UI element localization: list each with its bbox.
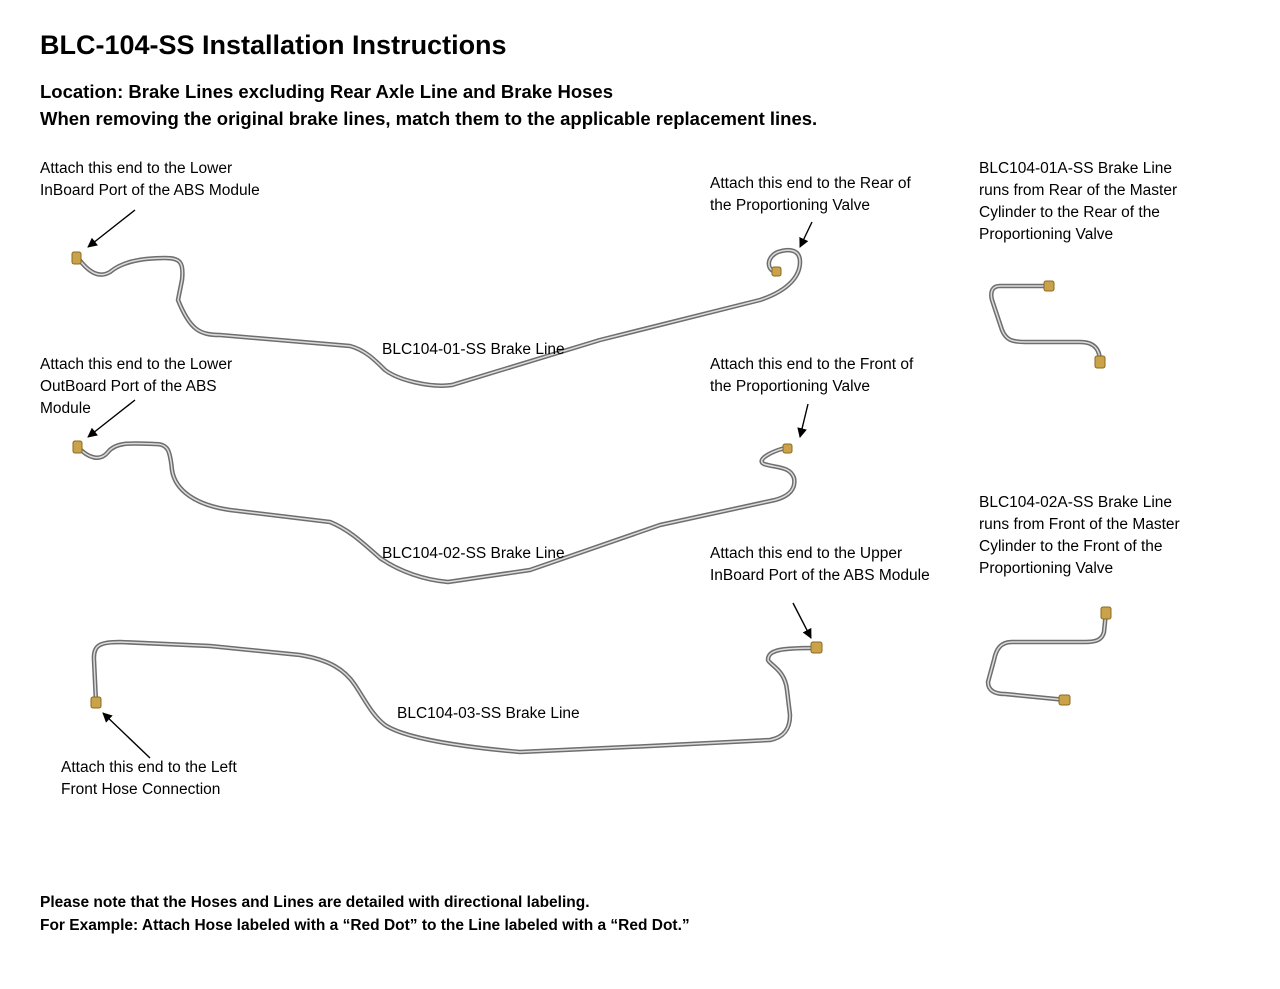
location-line: Location: Brake Lines excluding Rear Axle Line and Brake Hoses [40, 81, 613, 102]
fitting-02a-top [1101, 607, 1111, 619]
arrow-front-prop [800, 404, 808, 437]
fitting-03-left [91, 697, 101, 708]
label-line-01: BLC104-01-SS Brake Line [382, 341, 565, 358]
fitting-01a-top [1044, 281, 1054, 291]
footer-note-2: For Example: Attach Hose labeled with a “Red Dot” to the Line labeled with a “Red Dot.” [40, 917, 690, 934]
fitting-02a-bottom [1059, 695, 1070, 705]
arrow-left-front-hose [103, 713, 150, 758]
fitting-01a-bottom [1095, 356, 1105, 368]
brake-line-01a [991, 281, 1105, 368]
callout-line-02a-desc: BLC104-02A-SS Brake Line runs from Front of the Master Cylinder to the Front of the Proportioning Valve [979, 494, 1180, 577]
label-line-02: BLC104-02-SS Brake Line [382, 545, 565, 562]
callout-rear-prop: Attach this end to the Rear of the Proportioning Valve [710, 175, 911, 214]
callout-left-front-hose: Attach this end to the Left Front Hose Connection [61, 759, 237, 798]
arrow-rear-prop [800, 222, 812, 247]
callout-lower-inboard: Attach this end to the Lower InBoard Port of the ABS Module [40, 160, 260, 199]
instruction-line: When removing the original brake lines, match them to the applicable replacement lines. [40, 108, 818, 129]
callout-lower-outboard: Attach this end to the Lower OutBoard Port of the ABS Module [40, 356, 233, 417]
brake-line-03 [91, 642, 822, 752]
label-line-03: BLC104-03-SS Brake Line [397, 705, 580, 722]
callout-line-01a-desc: BLC104-01A-SS Brake Line runs from Rear of the Master Cylinder to the Rear of the Proportioning Valve [979, 160, 1178, 243]
fitting-01-right [772, 267, 781, 276]
page-title: BLC-104-SS Installation Instructions [40, 30, 507, 60]
callout-front-prop: Attach this end to the Front of the Proportioning Valve [710, 356, 914, 395]
arrow-upper-inboard [793, 603, 811, 638]
footer-note-1: Please note that the Hoses and Lines are detailed with directional labeling. [40, 894, 590, 911]
brake-line-02a [988, 607, 1111, 705]
arrow-lower-inboard [88, 210, 135, 247]
fitting-02-left [73, 441, 82, 453]
fitting-03-right [811, 642, 822, 653]
callout-upper-inboard: Attach this end to the Upper InBoard Port of the ABS Module [710, 545, 930, 584]
fitting-01-left [72, 252, 81, 264]
fitting-02-right [783, 444, 792, 453]
